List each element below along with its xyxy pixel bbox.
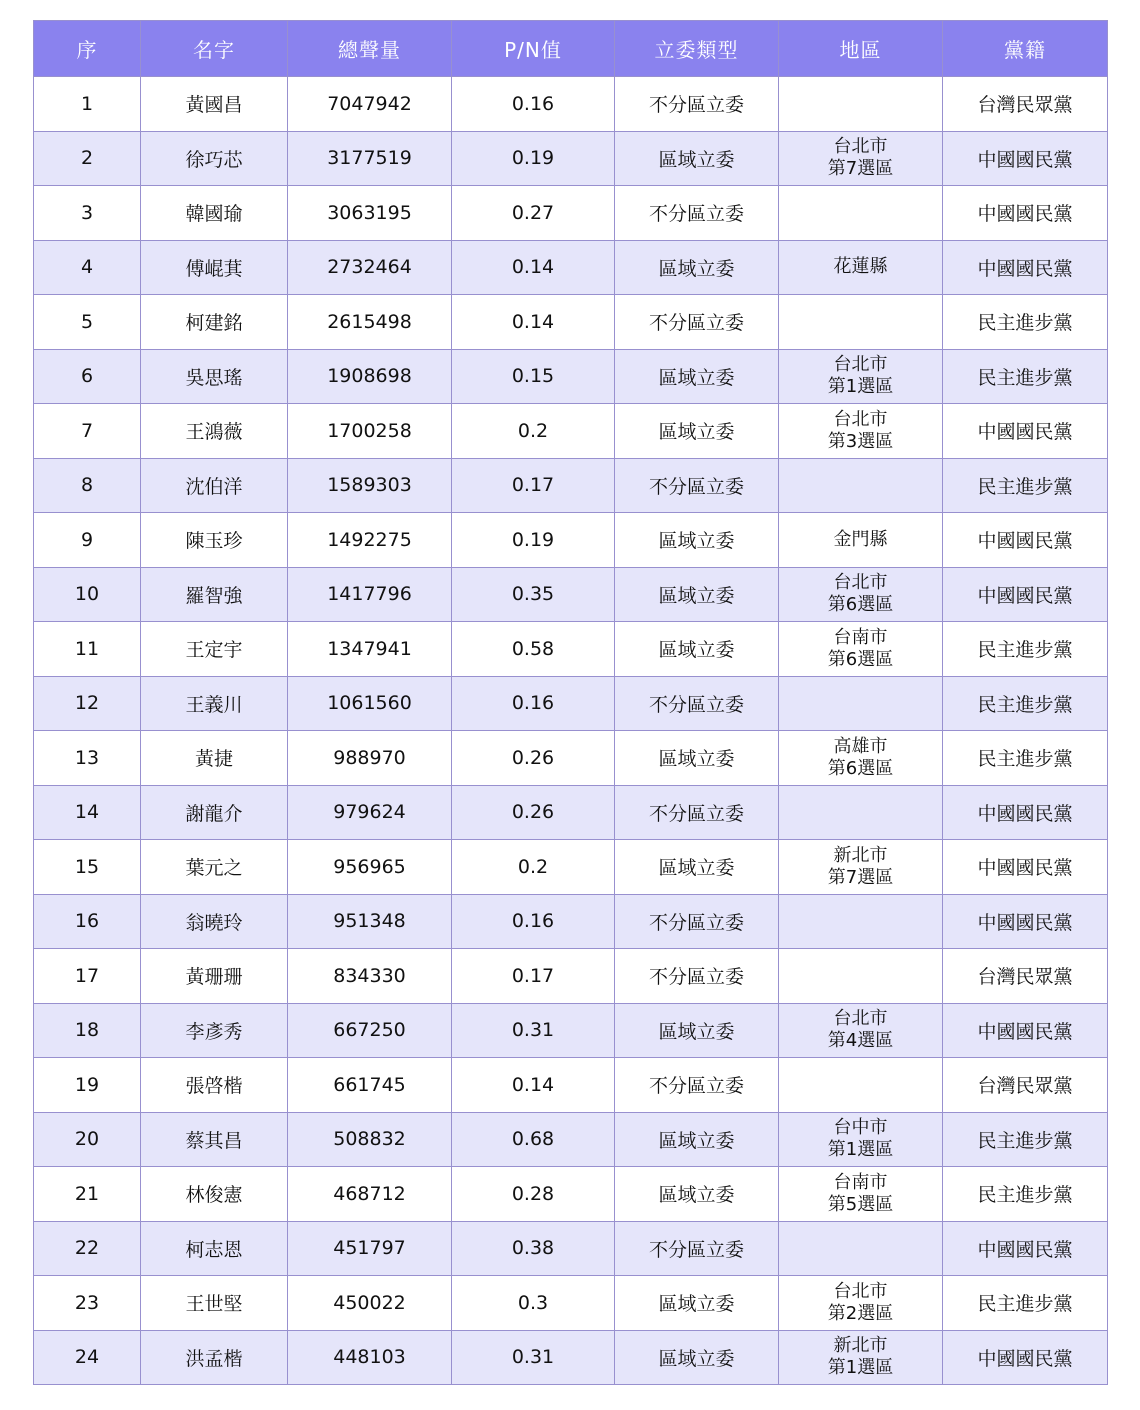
cell-party: 中國國民黨 xyxy=(943,131,1108,186)
cell-index: 6 xyxy=(34,349,141,404)
cell-index: 12 xyxy=(34,676,141,731)
cell-index: 23 xyxy=(34,1276,141,1331)
cell-name: 黃國昌 xyxy=(141,77,288,132)
region-line: 新北市 xyxy=(833,1335,888,1357)
cell-type: 區域立委 xyxy=(615,404,779,459)
table-row xyxy=(34,622,1108,677)
cell-type: 不分區立委 xyxy=(615,458,779,513)
cell-name: 羅智強 xyxy=(141,567,288,622)
cell-index: 22 xyxy=(34,1221,141,1276)
cell-region xyxy=(779,513,943,568)
cell-party: 台灣民眾黨 xyxy=(943,1058,1108,1113)
table-row xyxy=(34,949,1108,1004)
cell-index: 9 xyxy=(34,513,141,568)
cell-party: 中國國民黨 xyxy=(943,240,1108,295)
cell-name: 王鴻薇 xyxy=(141,404,288,459)
cell-party: 中國國民黨 xyxy=(943,840,1108,895)
cell-pn: 0.15 xyxy=(452,349,615,404)
cell-party: 民主進步黨 xyxy=(943,1112,1108,1167)
cell-region xyxy=(779,1330,943,1385)
region-line: 台中市 xyxy=(833,1117,888,1139)
region-line: 第6選區 xyxy=(827,594,894,616)
cell-volume: 988970 xyxy=(288,731,452,786)
table-row xyxy=(34,676,1108,731)
cell-name: 傅崐萁 xyxy=(141,240,288,295)
cell-name: 王定宇 xyxy=(141,622,288,677)
cell-volume: 3177519 xyxy=(288,131,452,186)
table-row xyxy=(34,785,1108,840)
cell-region xyxy=(779,1003,943,1058)
cell-type: 不分區立委 xyxy=(615,1058,779,1113)
cell-pn: 0.68 xyxy=(452,1112,615,1167)
cell-type: 不分區立委 xyxy=(615,77,779,132)
cell-name: 吳思瑤 xyxy=(141,349,288,404)
cell-volume: 468712 xyxy=(288,1167,452,1222)
cell-pn: 0.16 xyxy=(452,77,615,132)
cell-pn: 0.17 xyxy=(452,458,615,513)
cell-name: 王世堅 xyxy=(141,1276,288,1331)
cell-pn: 0.14 xyxy=(452,240,615,295)
cell-volume: 1700258 xyxy=(288,404,452,459)
cell-region xyxy=(779,349,943,404)
cell-pn: 0.38 xyxy=(452,1221,615,1276)
cell-name: 張啓楷 xyxy=(141,1058,288,1113)
cell-index: 14 xyxy=(34,785,141,840)
cell-pn: 0.31 xyxy=(452,1003,615,1058)
table-row xyxy=(34,513,1108,568)
cell-name: 徐巧芯 xyxy=(141,131,288,186)
cell-type: 區域立委 xyxy=(615,1276,779,1331)
cell-region xyxy=(779,1167,943,1222)
cell-party: 中國國民黨 xyxy=(943,404,1108,459)
cell-index: 18 xyxy=(34,1003,141,1058)
cell-name: 李彥秀 xyxy=(141,1003,288,1058)
region-line: 第6選區 xyxy=(827,757,894,779)
cell-type: 不分區立委 xyxy=(615,894,779,949)
region-line: 台北市 xyxy=(833,1280,888,1302)
cell-name: 蔡其昌 xyxy=(141,1112,288,1167)
cell-name: 黃捷 xyxy=(141,731,288,786)
cell-party: 中國國民黨 xyxy=(943,186,1108,241)
cell-party: 中國國民黨 xyxy=(943,1330,1108,1385)
cell-region xyxy=(779,567,943,622)
table-row xyxy=(34,77,1108,132)
cell-region xyxy=(779,840,943,895)
cell-pn: 0.26 xyxy=(452,731,615,786)
cell-name: 陳玉珍 xyxy=(141,513,288,568)
region-line: 第7選區 xyxy=(827,866,894,888)
cell-party: 中國國民黨 xyxy=(943,894,1108,949)
cell-region xyxy=(779,131,943,186)
table-row xyxy=(34,840,1108,895)
cell-name: 柯建銘 xyxy=(141,295,288,350)
cell-index: 16 xyxy=(34,894,141,949)
table-row xyxy=(34,567,1108,622)
region-line: 第4選區 xyxy=(827,1030,894,1052)
table-row xyxy=(34,1330,1108,1385)
cell-type: 區域立委 xyxy=(615,1112,779,1167)
region-line: 高雄市 xyxy=(833,735,888,757)
region-line: 新北市 xyxy=(833,844,888,866)
cell-party: 中國國民黨 xyxy=(943,513,1108,568)
cell-pn: 0.14 xyxy=(452,295,615,350)
cell-type: 區域立委 xyxy=(615,513,779,568)
cell-volume: 1492275 xyxy=(288,513,452,568)
cell-index: 4 xyxy=(34,240,141,295)
region-line: 第6選區 xyxy=(827,648,894,670)
cell-party: 民主進步黨 xyxy=(943,622,1108,677)
cell-party: 民主進步黨 xyxy=(943,731,1108,786)
table-row xyxy=(34,131,1108,186)
header-cell-party: 黨籍 xyxy=(943,21,1108,77)
cell-name: 翁曉玲 xyxy=(141,894,288,949)
cell-type: 區域立委 xyxy=(615,731,779,786)
cell-name: 葉元之 xyxy=(141,840,288,895)
header-cell-index: 序 xyxy=(34,21,141,77)
cell-type: 不分區立委 xyxy=(615,295,779,350)
region-line: 台北市 xyxy=(833,1008,888,1030)
cell-name: 王義川 xyxy=(141,676,288,731)
cell-party: 民主進步黨 xyxy=(943,1276,1108,1331)
cell-volume: 1908698 xyxy=(288,349,452,404)
region-line: 台北市 xyxy=(833,136,888,158)
cell-volume: 508832 xyxy=(288,1112,452,1167)
cell-index: 3 xyxy=(34,186,141,241)
region-line: 台南市 xyxy=(833,1171,888,1193)
cell-party: 台灣民眾黨 xyxy=(943,949,1108,1004)
table-row xyxy=(34,1058,1108,1113)
cell-region xyxy=(779,458,943,513)
region-line: 第1選區 xyxy=(827,376,894,398)
region-line: 台南市 xyxy=(833,626,888,648)
cell-index: 19 xyxy=(34,1058,141,1113)
table-body xyxy=(34,77,1108,1385)
header-cell-name: 名字 xyxy=(141,21,288,77)
cell-volume: 2732464 xyxy=(288,240,452,295)
region-line: 第2選區 xyxy=(827,1302,894,1324)
region-line: 台北市 xyxy=(833,408,888,430)
cell-party: 中國國民黨 xyxy=(943,1221,1108,1276)
cell-name: 柯志恩 xyxy=(141,1221,288,1276)
cell-type: 區域立委 xyxy=(615,131,779,186)
region-line: 金門縣 xyxy=(833,528,888,550)
header-cell-volume: 總聲量 xyxy=(288,21,452,77)
cell-region xyxy=(779,77,943,132)
cell-index: 17 xyxy=(34,949,141,1004)
cell-pn: 0.16 xyxy=(452,676,615,731)
cell-volume: 667250 xyxy=(288,1003,452,1058)
table-row xyxy=(34,1112,1108,1167)
cell-volume: 1589303 xyxy=(288,458,452,513)
cell-index: 13 xyxy=(34,731,141,786)
cell-pn: 0.58 xyxy=(452,622,615,677)
cell-region xyxy=(779,186,943,241)
cell-volume: 450022 xyxy=(288,1276,452,1331)
table-row xyxy=(34,1221,1108,1276)
table-row xyxy=(34,295,1108,350)
cell-pn: 0.27 xyxy=(452,186,615,241)
legislator-volume-table-container xyxy=(33,20,1107,1385)
cell-type: 不分區立委 xyxy=(615,785,779,840)
cell-index: 24 xyxy=(34,1330,141,1385)
region-line: 台北市 xyxy=(833,572,888,594)
cell-pn: 0.31 xyxy=(452,1330,615,1385)
table-row xyxy=(34,349,1108,404)
cell-type: 不分區立委 xyxy=(615,186,779,241)
cell-index: 11 xyxy=(34,622,141,677)
table-row xyxy=(34,404,1108,459)
cell-type: 區域立委 xyxy=(615,1003,779,1058)
cell-pn: 0.19 xyxy=(452,131,615,186)
cell-party: 中國國民黨 xyxy=(943,567,1108,622)
region-line: 第7選區 xyxy=(827,158,894,180)
cell-type: 區域立委 xyxy=(615,240,779,295)
cell-volume: 661745 xyxy=(288,1058,452,1113)
cell-name: 林俊憲 xyxy=(141,1167,288,1222)
header-cell-pn: P/N值 xyxy=(452,21,615,77)
cell-region xyxy=(779,1112,943,1167)
cell-type: 不分區立委 xyxy=(615,949,779,1004)
region-line: 花蓮縣 xyxy=(833,256,888,278)
table-row xyxy=(34,240,1108,295)
header-cell-region: 地區 xyxy=(779,21,943,77)
cell-pn: 0.2 xyxy=(452,404,615,459)
cell-party: 台灣民眾黨 xyxy=(943,77,1108,132)
cell-volume: 1061560 xyxy=(288,676,452,731)
cell-volume: 951348 xyxy=(288,894,452,949)
cell-volume: 7047942 xyxy=(288,77,452,132)
cell-volume: 979624 xyxy=(288,785,452,840)
cell-volume: 1417796 xyxy=(288,567,452,622)
cell-pn: 0.2 xyxy=(452,840,615,895)
region-line: 台北市 xyxy=(833,354,888,376)
cell-pn: 0.28 xyxy=(452,1167,615,1222)
cell-type: 區域立委 xyxy=(615,349,779,404)
cell-index: 15 xyxy=(34,840,141,895)
cell-party: 中國國民黨 xyxy=(943,1003,1108,1058)
cell-volume: 451797 xyxy=(288,1221,452,1276)
cell-name: 沈伯洋 xyxy=(141,458,288,513)
cell-type: 區域立委 xyxy=(615,840,779,895)
table-row xyxy=(34,894,1108,949)
cell-region xyxy=(779,894,943,949)
table-row xyxy=(34,186,1108,241)
header-cell-type: 立委類型 xyxy=(615,21,779,77)
cell-region xyxy=(779,949,943,1004)
cell-party: 民主進步黨 xyxy=(943,458,1108,513)
legislator-volume-table xyxy=(33,20,1108,1385)
cell-region xyxy=(779,785,943,840)
cell-volume: 956965 xyxy=(288,840,452,895)
cell-pn: 0.3 xyxy=(452,1276,615,1331)
cell-pn: 0.19 xyxy=(452,513,615,568)
cell-index: 1 xyxy=(34,77,141,132)
table-row xyxy=(34,1167,1108,1222)
cell-pn: 0.16 xyxy=(452,894,615,949)
cell-index: 10 xyxy=(34,567,141,622)
table-row xyxy=(34,1003,1108,1058)
cell-name: 洪孟楷 xyxy=(141,1330,288,1385)
cell-volume: 3063195 xyxy=(288,186,452,241)
table-row xyxy=(34,458,1108,513)
cell-volume: 834330 xyxy=(288,949,452,1004)
table-row xyxy=(34,1276,1108,1331)
cell-index: 7 xyxy=(34,404,141,459)
cell-region xyxy=(779,1221,943,1276)
cell-type: 區域立委 xyxy=(615,1330,779,1385)
cell-name: 韓國瑜 xyxy=(141,186,288,241)
region-line: 第3選區 xyxy=(827,430,894,452)
cell-party: 民主進步黨 xyxy=(943,1167,1108,1222)
cell-party: 民主進步黨 xyxy=(943,676,1108,731)
table-header-row xyxy=(34,21,1108,77)
cell-region xyxy=(779,676,943,731)
cell-party: 中國國民黨 xyxy=(943,785,1108,840)
region-line: 第5選區 xyxy=(827,1193,894,1215)
cell-volume: 2615498 xyxy=(288,295,452,350)
cell-pn: 0.14 xyxy=(452,1058,615,1113)
table-header xyxy=(34,21,1108,77)
cell-region xyxy=(779,622,943,677)
cell-pn: 0.17 xyxy=(452,949,615,1004)
cell-index: 2 xyxy=(34,131,141,186)
cell-index: 21 xyxy=(34,1167,141,1222)
region-line: 第1選區 xyxy=(827,1139,894,1161)
cell-index: 20 xyxy=(34,1112,141,1167)
cell-type: 區域立委 xyxy=(615,1167,779,1222)
cell-type: 區域立委 xyxy=(615,567,779,622)
cell-volume: 1347941 xyxy=(288,622,452,677)
cell-type: 不分區立委 xyxy=(615,1221,779,1276)
cell-index: 8 xyxy=(34,458,141,513)
cell-region xyxy=(779,240,943,295)
cell-index: 5 xyxy=(34,295,141,350)
cell-name: 黃珊珊 xyxy=(141,949,288,1004)
cell-party: 民主進步黨 xyxy=(943,295,1108,350)
cell-pn: 0.35 xyxy=(452,567,615,622)
cell-region xyxy=(779,1058,943,1113)
cell-pn: 0.26 xyxy=(452,785,615,840)
cell-name: 謝龍介 xyxy=(141,785,288,840)
cell-volume: 448103 xyxy=(288,1330,452,1385)
cell-type: 區域立委 xyxy=(615,622,779,677)
cell-region xyxy=(779,1276,943,1331)
cell-region xyxy=(779,404,943,459)
region-line: 第1選區 xyxy=(827,1357,894,1379)
cell-type: 不分區立委 xyxy=(615,676,779,731)
cell-region xyxy=(779,731,943,786)
cell-party: 民主進步黨 xyxy=(943,349,1108,404)
cell-region xyxy=(779,295,943,350)
table-row xyxy=(34,731,1108,786)
